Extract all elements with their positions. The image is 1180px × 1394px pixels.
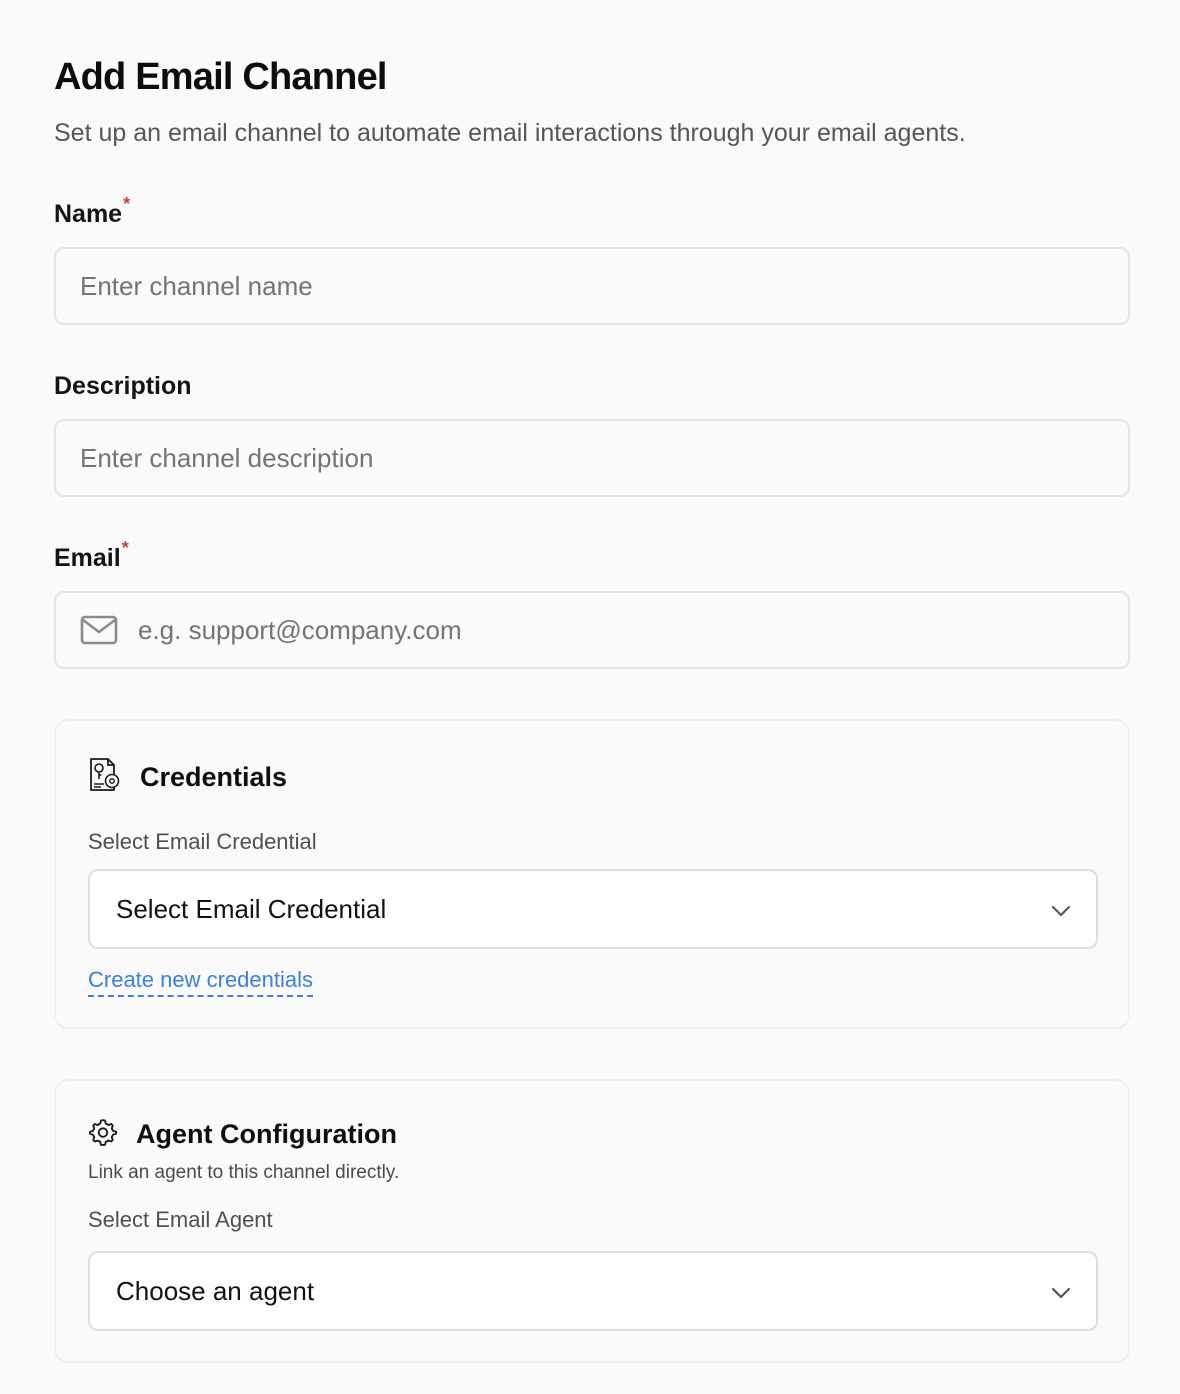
page-title: Add Email Channel — [54, 56, 387, 98]
name-label — [54, 194, 131, 229]
description-label — [54, 372, 192, 401]
agent-configuration-subtitle: Link an agent to this channel directly. — [88, 1162, 400, 1183]
name-input-placeholder: Enter channel name — [80, 270, 313, 301]
required-asterisk: * — [123, 194, 131, 214]
agent-field-label: Select Email Agent — [88, 1207, 273, 1232]
credential-select[interactable] — [88, 869, 1098, 949]
page-subtitle: Set up an email channel to automate email interactions through your email agents. — [54, 119, 966, 147]
email-field-placeholder: e.g. support@company.com — [138, 614, 462, 645]
gear-icon — [88, 1117, 118, 1152]
agent-configuration-card — [54, 1079, 1130, 1363]
agent-select-value: Choose an agent — [116, 1275, 315, 1306]
agent-configuration-title: Agent Configuration — [136, 1119, 397, 1149]
credential-field-label: Select Email Credential — [88, 829, 317, 854]
email-label-text: Email — [54, 544, 121, 572]
credentials-title: Credentials — [140, 762, 288, 792]
agent-select[interactable] — [88, 1251, 1098, 1331]
create-credentials-link[interactable]: Create new credentials — [88, 967, 313, 997]
email-label — [54, 538, 129, 573]
chevron-down-icon — [1050, 894, 1072, 925]
mail-icon — [80, 615, 118, 645]
credentials-card — [54, 719, 1130, 1029]
agent-configuration-header — [88, 1117, 397, 1152]
required-asterisk: * — [121, 538, 129, 558]
description-input[interactable] — [54, 419, 1130, 497]
credential-select-value: Select Email Credential — [116, 893, 387, 924]
description-input-placeholder: Enter channel description — [80, 442, 374, 473]
chevron-down-icon — [1050, 1276, 1072, 1307]
name-label-text: Name — [54, 200, 123, 228]
credentials-header — [88, 757, 287, 798]
email-field[interactable] — [54, 591, 1130, 669]
credential-document-icon — [88, 757, 120, 798]
name-input[interactable] — [54, 247, 1130, 325]
description-label-text: Description — [54, 372, 192, 400]
